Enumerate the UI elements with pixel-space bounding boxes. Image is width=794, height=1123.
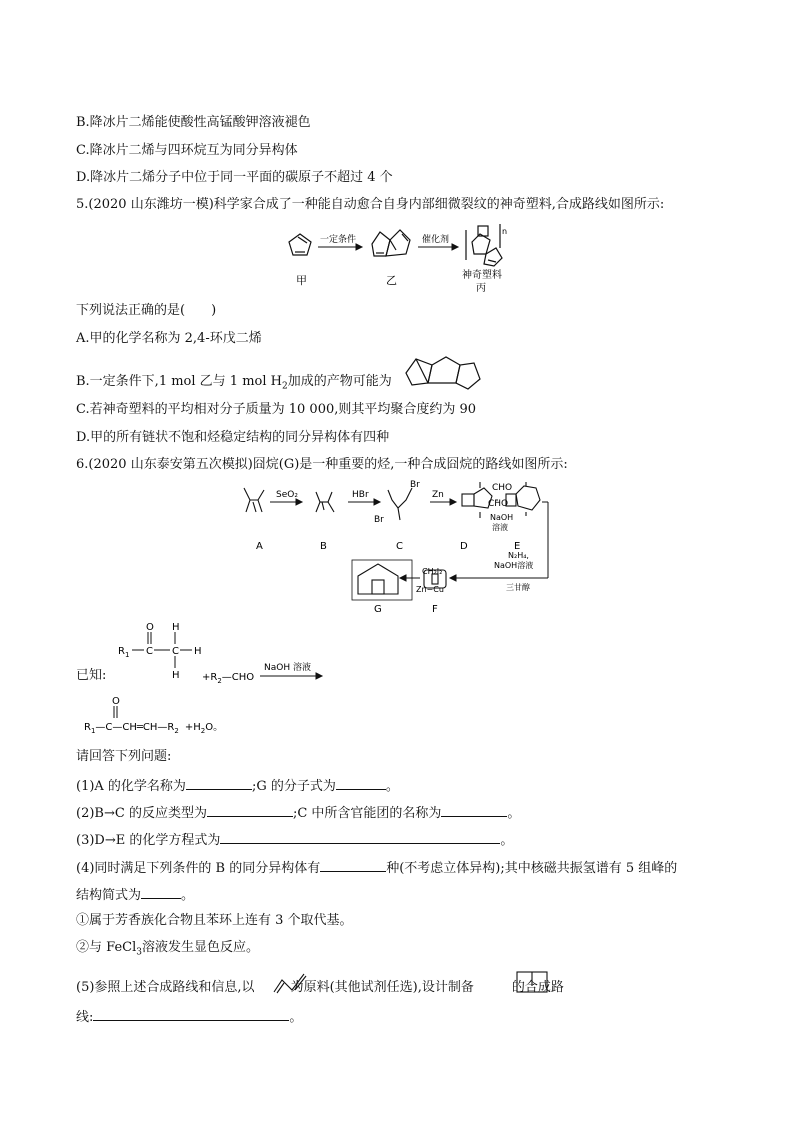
known-prefix: 已知: bbox=[76, 668, 107, 683]
label-a: A bbox=[256, 541, 263, 552]
dicyclopentadiene-structure bbox=[372, 230, 410, 256]
label-b: B bbox=[320, 541, 327, 552]
c-br-bottom: Br bbox=[374, 515, 384, 525]
q5-option-c: C.若神奇塑料的平均相对分子质量为 10 000,则其平均聚合度约为 90 bbox=[76, 402, 477, 417]
part-2 bbox=[76, 803, 520, 823]
q5-b-product-structure bbox=[402, 353, 482, 391]
q6-stem: 6.(2020 山东泰安第五次模拟)囧烷(G)是一种重要的烃,一种合成囧烷的路线如图所示: bbox=[76, 457, 568, 472]
part-2-text-b: ;C 中所含官能团的名称为 bbox=[292, 806, 442, 821]
reagent-ab: SeO₂ bbox=[276, 490, 298, 500]
answer-blank-5[interactable] bbox=[93, 1007, 289, 1021]
known-c1: C bbox=[146, 646, 153, 657]
q5-option-b-post: 加成的产物可能为 bbox=[287, 374, 392, 389]
reagent-de-2: 溶液 bbox=[492, 523, 508, 532]
known-h-bottom: H bbox=[172, 670, 180, 681]
reagent-ef-1: N₂H₄, bbox=[508, 551, 529, 560]
butadiene-structure bbox=[272, 970, 310, 996]
known-o: O bbox=[146, 622, 154, 633]
part-1 bbox=[76, 776, 399, 796]
q5-option-b-sub: 2 bbox=[281, 381, 288, 392]
condition-2-b: 溶液发生显色反应。 bbox=[141, 940, 259, 955]
label-g: G bbox=[374, 604, 382, 615]
part-1-text-b: ;G 的分子式为 bbox=[251, 779, 336, 794]
part-4-text-b: 种(不考虑立体异构);其中核磁共振氢谱有 5 组峰的 bbox=[386, 861, 678, 876]
part-2-text-c: 。 bbox=[507, 806, 521, 821]
reagent-fg-2: Zn−Cu bbox=[416, 585, 444, 594]
product-o: O bbox=[112, 696, 120, 707]
known-r1: $R_1$ bbox=[118, 646, 130, 659]
reagent-bc: HBr bbox=[352, 490, 369, 500]
label-bing: 丙 bbox=[476, 283, 486, 294]
part-1-text-c: 。 bbox=[385, 779, 399, 794]
part-2-text-a: (2)B→C 的反应类型为 bbox=[76, 806, 207, 821]
answer-blank-2a[interactable] bbox=[207, 803, 293, 817]
part-1-text-a: (1)A 的化学名称为 bbox=[76, 779, 186, 794]
known-reactant-structure bbox=[110, 618, 350, 690]
part-4-cont bbox=[76, 885, 194, 905]
answer-prompt: 请回答下列问题: bbox=[76, 749, 172, 764]
label-plastic: 神奇塑料 bbox=[462, 270, 502, 281]
condition-2-a: ②与 FeCl bbox=[76, 940, 137, 955]
q5-option-b bbox=[76, 373, 392, 396]
known-product-structure bbox=[80, 692, 340, 738]
q5-option-b-pre: B.一定条件下,1 mol 乙与 1 mol H bbox=[76, 374, 282, 389]
label-c: C bbox=[396, 541, 403, 552]
part-3-text-c: 。 bbox=[500, 833, 514, 848]
part-5-text-a: (5)参照上述合成路线和信息,以 bbox=[76, 980, 255, 995]
label-yi: 乙 bbox=[386, 274, 397, 287]
answer-blank-2b[interactable] bbox=[441, 803, 507, 817]
part-5-text-e: 。 bbox=[289, 1010, 303, 1025]
label-d: D bbox=[460, 541, 468, 552]
part-3 bbox=[76, 830, 513, 850]
known-r2: $+R_2—CHO$ bbox=[202, 672, 255, 685]
target-product-structure bbox=[515, 968, 551, 996]
q4-option-d: D.降冰片二烯分子中位于同一平面的碳原子不超过 4 个 bbox=[76, 170, 393, 185]
cyclopentadiene-structure bbox=[289, 234, 311, 255]
product-chain: $R_1—C—CH═CH—R_2 +H_2O$。 bbox=[84, 722, 224, 735]
part-5-cont bbox=[76, 1007, 302, 1027]
label-f: F bbox=[432, 604, 438, 615]
label-n: n bbox=[502, 227, 508, 236]
reagent-de-1: NaOH bbox=[490, 513, 514, 522]
answer-blank-3[interactable] bbox=[220, 830, 500, 844]
answer-blank-1b[interactable] bbox=[336, 776, 386, 790]
condition-2 bbox=[76, 939, 259, 962]
condition-1: ①属于芳香族化合物且苯环上连有 3 个取代基。 bbox=[76, 913, 353, 928]
answer-blank-4b[interactable] bbox=[141, 885, 181, 899]
q5-option-d: D.甲的所有链状不饱和烃稳定结构的同分异构体有四种 bbox=[76, 430, 390, 445]
arrow1-label: 一定条件 bbox=[320, 235, 357, 245]
answer-blank-1a[interactable] bbox=[186, 776, 252, 790]
arrow2-label: 催化剂 bbox=[422, 235, 450, 245]
part-4-text-a: (4)同时满足下列条件的 B 的同分异构体有 bbox=[76, 861, 321, 876]
q4-option-b: B.降冰片二烯能使酸性高锰酸钾溶液褪色 bbox=[76, 115, 311, 130]
condition-2-sub: 3 bbox=[136, 947, 142, 958]
part-5-text-c: 的合成路 bbox=[511, 980, 564, 995]
label-e: E bbox=[514, 541, 521, 552]
q5-synthesis-scheme bbox=[250, 220, 540, 300]
reagent-fg-1: CH₂I₂ bbox=[422, 567, 443, 576]
label-jia: 甲 bbox=[296, 274, 307, 287]
known-h-right: H bbox=[194, 646, 202, 657]
reagent-cd: Zn bbox=[432, 490, 444, 500]
q5-stem: 5.(2020 山东潍坊一模)科学家合成了一种能自动愈合自身内部细微裂纹的神奇塑料,合成路线如图所示: bbox=[76, 197, 665, 212]
reagent-ef-3: 三甘醇 bbox=[506, 583, 530, 592]
q4-option-c: C.降冰片二烯与四环烷互为同分异构体 bbox=[76, 143, 298, 158]
answer-blank-4a[interactable] bbox=[320, 858, 386, 872]
known-h-top: H bbox=[172, 622, 180, 633]
part-4-text-d: 。 bbox=[181, 888, 195, 903]
q5-option-a: A.甲的化学名称为 2,4-环戊二烯 bbox=[76, 331, 262, 346]
polymer-structure bbox=[466, 224, 502, 266]
part-5-text-b: 为原料(其他试剂任选),设计制备 bbox=[290, 980, 474, 995]
d-cho-bottom: CHO bbox=[488, 499, 509, 509]
part-5-text-d: 线: bbox=[76, 1010, 94, 1025]
q5-question: 下列说法正确的是( ) bbox=[76, 303, 217, 318]
d-cho-top: CHO bbox=[492, 483, 513, 493]
q6-synthesis-scheme bbox=[236, 478, 556, 618]
reagent-ef-2: NaOH溶液 bbox=[494, 561, 534, 570]
part-4-text-c: 结构简式为 bbox=[76, 888, 142, 903]
part-4 bbox=[76, 858, 677, 878]
known-reagent: NaOH 溶液 bbox=[264, 663, 311, 673]
known-c2: C bbox=[172, 646, 179, 657]
part-5 bbox=[76, 979, 564, 997]
part-3-text-a: (3)D→E 的化学方程式为 bbox=[76, 833, 221, 848]
c-br-top: Br bbox=[410, 480, 420, 490]
